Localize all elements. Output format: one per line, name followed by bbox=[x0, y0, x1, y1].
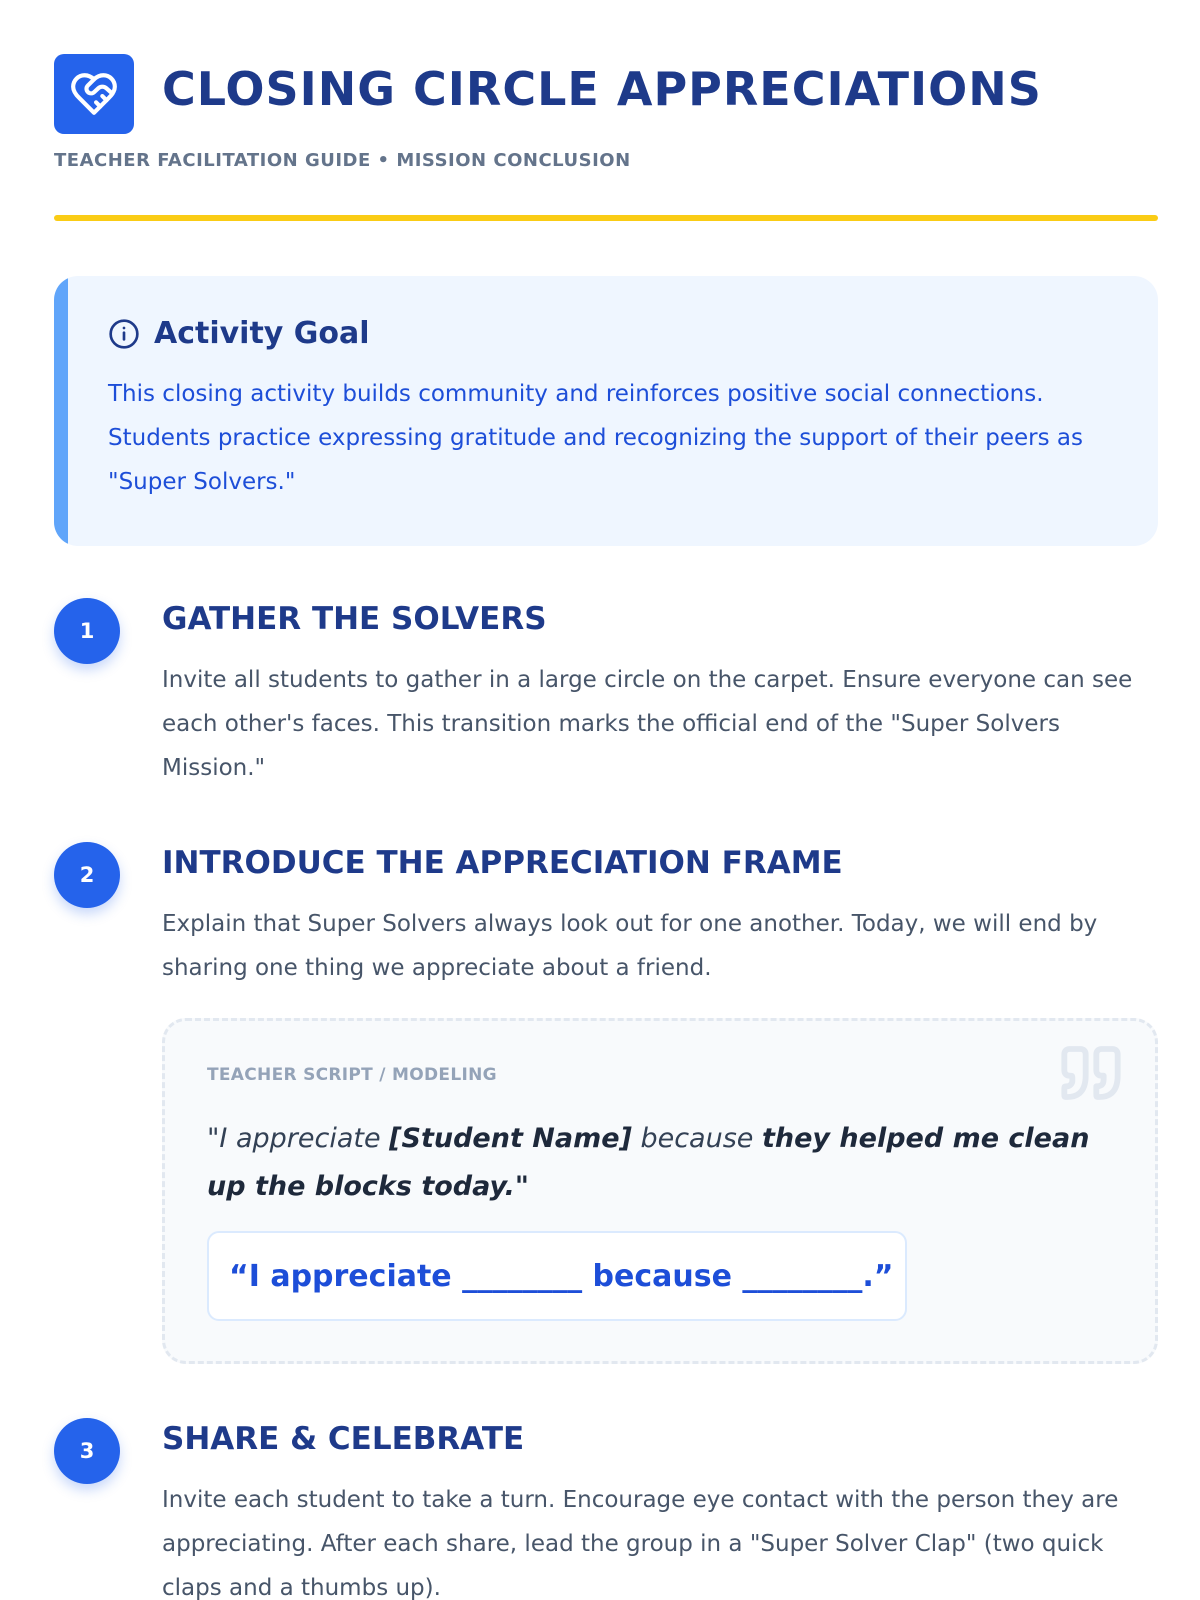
activity-goal-title: Activity Goal bbox=[154, 316, 370, 351]
page-subtitle: TEACHER FACILITATION GUIDE • MISSION CONCLUSION bbox=[54, 150, 631, 171]
step-number-badge: 1 bbox=[54, 598, 120, 664]
step-text: Invite each student to take a turn. Encourage eye contact with the person they are appreciating. After each share, lead the group in a "Super Solver Clap" (two quick claps and a thumbs up). bbox=[162, 1487, 1119, 1600]
page-title: CLOSING CIRCLE APPRECIATIONS bbox=[162, 62, 1042, 116]
activity-goal-card bbox=[54, 276, 1158, 546]
quote-icon bbox=[1059, 1041, 1123, 1105]
script-quote bbox=[207, 1115, 1107, 1211]
quote-part: because bbox=[631, 1123, 762, 1154]
info-icon bbox=[108, 318, 140, 350]
step-number-badge: 3 bbox=[54, 1418, 120, 1484]
activity-goal-header bbox=[108, 316, 370, 351]
header-divider bbox=[54, 215, 1158, 221]
step-text: Invite all students to gather in a large circle on the carpet. Ensure everyone can see each other's faces. This transition marks the official end of the "Super Solvers Mission." bbox=[162, 667, 1133, 781]
teacher-script-box bbox=[162, 1018, 1158, 1364]
step-number-badge: 2 bbox=[54, 842, 120, 908]
quote-reason: they helped me clean up the blocks today." bbox=[207, 1123, 1090, 1202]
sentence-frame-text: “I appreciate ________ because ________.” bbox=[229, 1258, 894, 1294]
step-title: GATHER THE SOLVERS bbox=[162, 601, 547, 637]
sentence-frame bbox=[207, 1231, 907, 1321]
quote-student-name: [Student Name] bbox=[389, 1123, 632, 1154]
step-text: Explain that Super Solvers always look out for one another. Today, we will end by sharing one thing we appreciate about a friend. bbox=[162, 911, 1098, 981]
activity-goal-text: This closing activity builds community and reinforces positive social connections. Students practice expressing gratitude and recognizing the support of their peers as "Super Solvers." bbox=[108, 381, 1083, 495]
quote-part: "I appreciate bbox=[207, 1123, 390, 1154]
script-label: TEACHER SCRIPT / MODELING bbox=[207, 1065, 497, 1085]
step-title: SHARE & CELEBRATE bbox=[162, 1421, 525, 1457]
heart-handshake-icon bbox=[54, 54, 134, 134]
step-title: INTRODUCE THE APPRECIATION FRAME bbox=[162, 845, 843, 881]
